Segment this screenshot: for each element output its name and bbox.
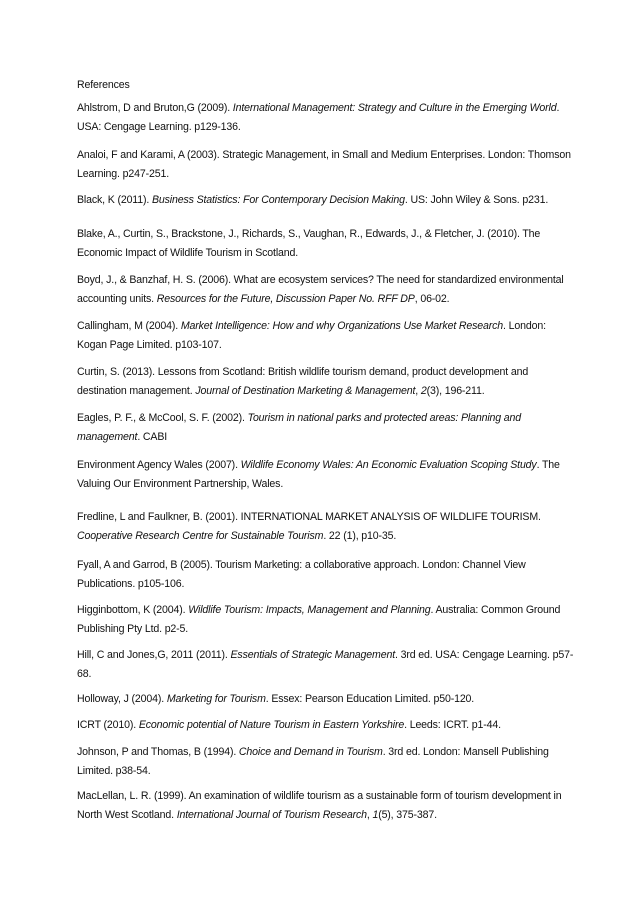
- reference-title: Economic potential of Nature Tourism in Eastern Yorkshire: [138, 719, 405, 731]
- reference-text: . London: Kogan Page Limited. p103-107.: [77, 320, 546, 351]
- reference-entry: [77, 787, 577, 824]
- reference-text: Holloway, J (2004).: [77, 693, 167, 705]
- reference-text: . Essex: Pearson Education Limited. p50-120.: [265, 693, 475, 705]
- reference-entry: [77, 508, 577, 545]
- reference-text: ,: [366, 808, 373, 821]
- reference-text: . Leeds: ICRT. p1-44.: [404, 719, 501, 731]
- reference-text: Black, K (2011).: [77, 194, 152, 206]
- reference-entry: [77, 317, 577, 354]
- reference-volume: 1: [372, 808, 379, 821]
- reference-text: MacLellan, L. R. (1999). An examination of wildlife tourism as a sustainable form of tourism development in North West Scotland.: [77, 790, 562, 821]
- reference-entry: [77, 646, 577, 683]
- reference-text: . USA: Cengage Learning. p129-136.: [77, 102, 560, 133]
- reference-entry: [77, 99, 577, 136]
- reference-text: (5), 375-387.: [378, 808, 437, 821]
- reference-text: Environment Agency Wales (2007).: [77, 459, 241, 471]
- reference-title: Tourism in national parks and protected areas: Planning and management: [77, 412, 522, 443]
- reference-text: Fredline, L and Faulkner, B. (2001). INTERNATIONAL MARKET ANALYSIS OF WILDLIFE TOURISM.: [77, 511, 541, 523]
- reference-text: Blake, A., Curtin, S., Brackstone, J., Richards, S., Vaughan, R., Edwards, J., & Fletcher, J. (2010). The Economic Impact of Wildlife Tourism in Scotland.: [77, 228, 541, 259]
- reference-text: ICRT (2010).: [77, 719, 139, 731]
- reference-title: Cooperative Research Centre for Sustainable Tourism: [77, 529, 324, 542]
- reference-entry: [77, 601, 577, 638]
- reference-text: Hill, C and Jones,G, 2011 (2011).: [77, 649, 231, 661]
- reference-text: . Australia: Common Ground Publishing Pty Ltd. p2-5.: [77, 604, 561, 635]
- reference-entry: [77, 225, 577, 262]
- reference-title: Essentials of Strategic Management: [230, 649, 395, 661]
- reference-entry: [77, 191, 577, 210]
- reference-entry: [77, 556, 577, 593]
- reference-title: Journal of Destination Marketing & Management: [195, 384, 416, 397]
- reference-entry: [77, 716, 577, 735]
- reference-title: Market Intelligence: How and why Organizations Use Market Research: [180, 320, 504, 332]
- reference-title: International Journal of Tourism Research: [176, 808, 367, 821]
- reference-text: ,: [415, 384, 421, 397]
- reference-title: Choice and Demand in Tourism: [238, 746, 383, 758]
- reference-entry: [77, 363, 577, 400]
- reference-text: . CABI: [137, 430, 168, 443]
- reference-entry: [77, 690, 577, 709]
- reference-entry: [77, 743, 577, 780]
- reference-text: (3), 196-211.: [426, 384, 485, 397]
- reference-entry: [77, 146, 577, 183]
- reference-title: International Management: Strategy and Culture in the Emerging World: [232, 102, 557, 114]
- reference-entry: [77, 409, 577, 446]
- reference-text: Callingham, M (2004).: [77, 320, 181, 332]
- reference-text: Higginbottom, K (2004).: [77, 604, 189, 616]
- reference-volume: 2: [420, 384, 427, 397]
- reference-text: . The Valuing Our Environment Partnership, Wales.: [77, 459, 560, 490]
- page-heading: References: [77, 79, 130, 91]
- reference-text: Boyd, J., & Banzhaf, H. S. (2006). What are ecosystem services? The need for standardized environmental accounting units.: [77, 274, 564, 305]
- reference-text: . 22 (1), p10-35.: [323, 529, 397, 542]
- reference-text: . 3rd ed. USA: Cengage Learning. p57-68.: [77, 649, 574, 680]
- reference-title: Business Statistics: For Contemporary Decision Making: [151, 194, 405, 206]
- reference-text: . US: John Wiley & Sons. p231.: [404, 194, 549, 206]
- reference-text: Johnson, P and Thomas, B (1994).: [77, 746, 239, 758]
- reference-title: Wildlife Tourism: Impacts, Management and Planning: [188, 604, 431, 616]
- reference-text: Fyall, A and Garrod, B (2005). Tourism Marketing: a collaborative approach. London: Channel View Publications. p105-106.: [77, 559, 526, 590]
- reference-entry: [77, 456, 577, 493]
- reference-text: , 06-02.: [414, 292, 450, 305]
- reference-text: Ahlstrom, D and Bruton,G (2009).: [77, 102, 233, 114]
- reference-text: Eagles, P. F., & McCool, S. F. (2002).: [77, 412, 248, 424]
- reference-title: Wildlife Economy Wales: An Economic Evaluation Scoping Study: [240, 459, 537, 471]
- reference-text: Curtin, S. (2013). Lessons from Scotland: British wildlife tourism demand, product development and destination management.: [77, 366, 529, 397]
- reference-title: Marketing for Tourism: [166, 693, 266, 705]
- reference-text: Analoi, F and Karami, A (2003). Strategic Management, in Small and Medium Enterprises. London: Thomson Learning. p247-251.: [77, 149, 571, 180]
- reference-entry: [77, 271, 577, 308]
- reference-text: . 3rd ed. London: Mansell Publishing Limited. p38-54.: [77, 746, 549, 777]
- reference-title: Resources for the Future, Discussion Paper No. RFF DP: [156, 292, 415, 305]
